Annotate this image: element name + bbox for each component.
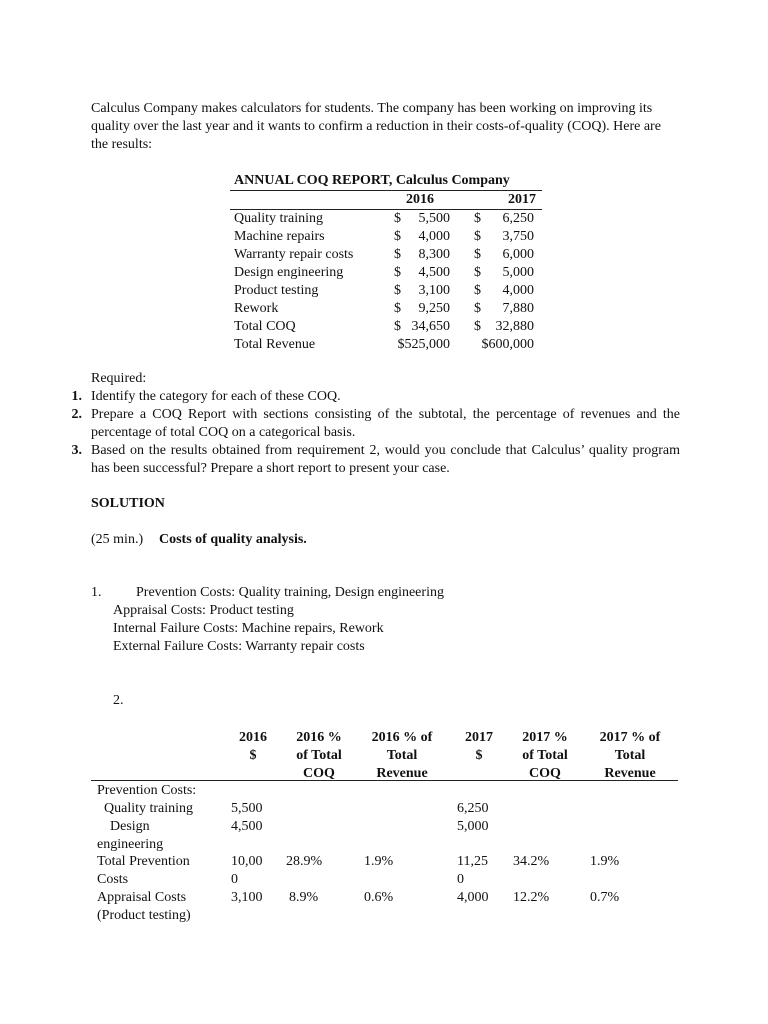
header-line: of Total — [522, 748, 568, 763]
header-line: 2017 — [465, 730, 493, 745]
header-line: 2017 % — [522, 730, 568, 745]
dollar-sign-2016: $ — [394, 319, 401, 334]
cell-2017-pct-revenue: 0.7% — [590, 890, 620, 905]
value-2016: 5,500 — [418, 211, 450, 226]
cell-2016: 5,500 — [231, 801, 263, 816]
solution-heading: SOLUTION — [91, 496, 165, 511]
value-2016: 8,300 — [418, 247, 450, 262]
row-label: Machine repairs — [234, 229, 325, 244]
part1-number: 1. — [91, 585, 102, 600]
item-number: 2. — [71, 407, 82, 422]
header-line: COQ — [529, 766, 561, 781]
item-text: Identify the category for each of these COQ. — [91, 389, 341, 404]
value-2016: 4,500 — [418, 265, 450, 280]
annual-report-title: ANNUAL COQ REPORT, Calculus Company — [230, 172, 542, 191]
value-2017: 6,250 — [502, 211, 534, 226]
value-2017: 5,000 — [502, 265, 534, 280]
col-header-2017-pct-coq — [512, 729, 578, 783]
row-label-cont: Costs — [97, 872, 129, 887]
row-label: Product testing — [234, 283, 319, 298]
header-line: of Total — [296, 748, 342, 763]
required-heading: Required: — [91, 371, 147, 386]
row-label: Design engineering — [234, 265, 344, 280]
row-label-cont: (Product testing) — [97, 908, 191, 923]
cell-2016: 3,100 — [231, 890, 263, 905]
part2-number: 2. — [113, 693, 124, 708]
year-2017-header: 2017 — [508, 192, 536, 207]
value-2017: 7,880 — [502, 301, 534, 316]
cell-2016: 10,00 — [231, 854, 263, 869]
header-line: 2016 % of — [371, 730, 433, 745]
dollar-sign-2016: $ — [394, 283, 401, 298]
dollar-sign-2017: $ — [474, 319, 481, 334]
dollar-sign-2016: $ — [394, 211, 401, 226]
row-label: Design — [110, 819, 150, 834]
annual-report-row — [230, 282, 542, 300]
cell-2017-cont: 0 — [457, 872, 464, 887]
intro-paragraph: Calculus Company makes calculators for students. The company has been working on improving its quality over the last year and it wants to confirm a reduction in their costs-of-quality (COQ). Here are the results: — [91, 101, 661, 152]
cell-2017-pct-revenue: 1.9% — [590, 854, 620, 869]
dollar-sign-2016: $ — [394, 265, 401, 280]
header-line: 2017 % of — [599, 730, 661, 745]
header-line: Revenue — [604, 766, 656, 781]
row-label: Quality training — [104, 801, 194, 816]
required-list — [64, 388, 680, 478]
col-header-2016 — [226, 729, 280, 765]
header-line: $ — [475, 748, 483, 763]
solution-topic: Costs of quality analysis. — [159, 532, 307, 547]
header-line: Total — [614, 748, 646, 763]
cell-2017-pct-coq: 12.2% — [513, 890, 550, 905]
header-line: $ — [249, 748, 257, 763]
item-number: 1. — [71, 389, 82, 404]
annual-report-row — [230, 246, 542, 264]
col-header-2016-pct-revenue — [362, 729, 442, 783]
value-2016: 9,250 — [418, 301, 450, 316]
dollar-sign-2016: $ — [394, 301, 401, 316]
value-2017: 32,880 — [495, 319, 534, 334]
cell-2017: 6,250 — [457, 801, 489, 816]
value-2016: 4,000 — [418, 229, 450, 244]
cell-2016-pct-revenue: 0.6% — [364, 890, 394, 905]
item-text: Prepare a COQ Report with sections consisting of the subtotal, the percentage of revenues and the percentage of total COQ on a categorical basis. — [91, 407, 680, 440]
header-line: Revenue — [376, 766, 428, 781]
annual-report-row — [230, 210, 542, 228]
dollar-sign-2017: $ — [474, 283, 481, 298]
annual-report-row — [230, 264, 542, 282]
value-2017: $600,000 — [481, 337, 534, 352]
dollar-sign-2017: $ — [474, 229, 481, 244]
annual-report-row — [230, 300, 542, 318]
dollar-sign-2017: $ — [474, 211, 481, 226]
value-2017: 3,750 — [502, 229, 534, 244]
cell-2017: 11,25 — [457, 854, 488, 869]
cell-2017-pct-coq: 34.2% — [513, 854, 550, 869]
cell-2016-cont: 0 — [231, 872, 238, 887]
prevention-costs-label: Prevention Costs: — [97, 783, 197, 798]
cell-2017: 5,000 — [457, 819, 489, 834]
col-header-2017 — [452, 729, 506, 765]
annual-report-row — [230, 228, 542, 246]
row-label: Appraisal Costs — [97, 890, 187, 905]
part1-line: Prevention Costs: Quality training, Design engineering — [136, 585, 444, 600]
header-line: 2016 — [239, 730, 267, 745]
year-2016-header: 2016 — [406, 192, 434, 207]
dollar-sign-2017: $ — [474, 301, 481, 316]
row-label: Warranty repair costs — [234, 247, 354, 262]
annual-report-row — [230, 336, 542, 354]
required-section — [64, 370, 680, 478]
required-item — [64, 442, 680, 478]
row-label: Quality training — [234, 211, 324, 226]
solution-time: (25 min.) — [91, 532, 144, 547]
cell-2016-pct-revenue: 1.9% — [364, 854, 394, 869]
value-2016: 34,650 — [411, 319, 450, 334]
item-number: 3. — [71, 443, 82, 458]
part1-line: Internal Failure Costs: Machine repairs, Rework — [113, 621, 384, 636]
item-text: Based on the results obtained from requirement 2, would you conclude that Calculus’ quality program has been successful? Prepare a short report to present your case. — [91, 443, 680, 476]
required-item — [64, 406, 680, 442]
annual-coq-report-table — [230, 172, 542, 354]
dollar-sign-2017: $ — [474, 265, 481, 280]
row-label: Rework — [234, 301, 279, 316]
header-line: Total — [386, 748, 418, 763]
table-header-rule — [91, 780, 678, 781]
col-header-2016-pct-coq — [286, 729, 352, 783]
row-label: Total COQ — [234, 319, 296, 334]
annual-report-row — [230, 318, 542, 336]
row-label: Total Prevention — [97, 854, 190, 869]
part1-line: External Failure Costs: Warranty repair costs — [113, 639, 365, 654]
cell-2017: 4,000 — [457, 890, 489, 905]
value-2017: 6,000 — [502, 247, 534, 262]
value-2017: 4,000 — [502, 283, 534, 298]
value-2016: 3,100 — [418, 283, 450, 298]
required-item — [64, 388, 680, 406]
dollar-sign-2017: $ — [474, 247, 481, 262]
header-line: 2016 % — [296, 730, 342, 745]
value-2016: $525,000 — [397, 337, 450, 352]
dollar-sign-2016: $ — [394, 247, 401, 262]
dollar-sign-2016: $ — [394, 229, 401, 244]
header-line: COQ — [303, 766, 335, 781]
col-header-2017-pct-revenue — [590, 729, 670, 783]
part1-line: Appraisal Costs: Product testing — [113, 603, 294, 618]
row-label-cont: engineering — [97, 837, 164, 852]
cell-2016: 4,500 — [231, 819, 263, 834]
cell-2016-pct-coq: 28.9% — [286, 854, 323, 869]
annual-report-year-header — [230, 191, 542, 210]
row-label: Total Revenue — [234, 337, 316, 352]
cell-2016-pct-coq: 8.9% — [289, 890, 319, 905]
